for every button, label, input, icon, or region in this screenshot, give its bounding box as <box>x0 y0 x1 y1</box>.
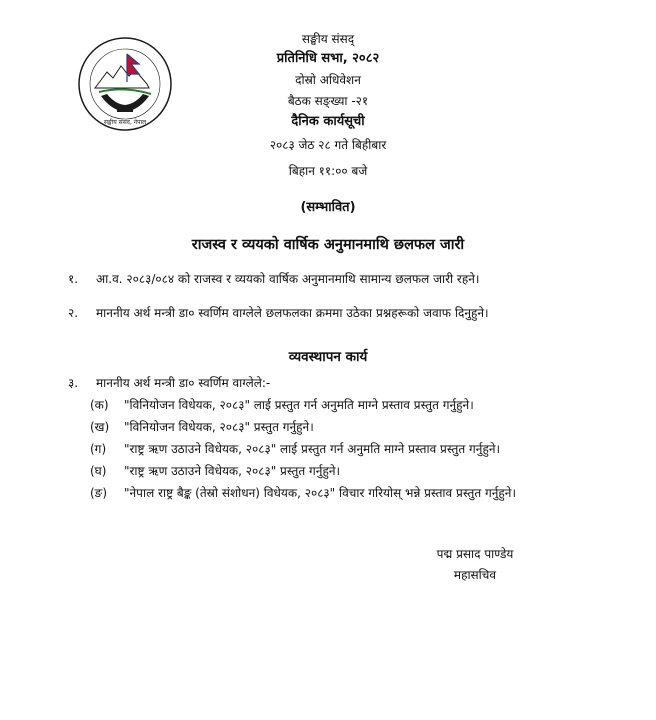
emblem-caption: सङ्घीय संसद, नेपाल <box>103 119 147 126</box>
subitem-text: "राष्ट्र ऋण उठाउने विधेयक, २०८३" लाई प्रस्तुत गर्न अनुमति माग्ने प्रस्ताव प्रस्तुत गर्नुहुने। <box>124 442 501 456</box>
item-number: १. <box>68 272 79 286</box>
header-session: दोस्रो अधिवेशन <box>295 73 361 87</box>
subitem-letter: (ङ) <box>90 486 108 500</box>
subitem-text: "विनियोजन विधेयक, २०८३" लाई प्रस्तुत गर्न अनुमति माग्ने प्रस्ताव प्रस्तुत गर्नुहुने। <box>124 398 474 412</box>
header-meeting-number: बैठक सङ्ख्या -२१ <box>287 94 369 108</box>
agenda-item-text: माननीय अर्थ मन्त्री डा० स्वर्णिम वाग्लेले छलफलका क्रममा उठेका प्रश्नहरूको जवाफ दिनुहुने। <box>96 306 489 320</box>
item-number: ३. <box>68 376 79 390</box>
header-house: प्रतिनिधि सभा, २०८२ <box>276 51 380 66</box>
subitem-letter: (ग) <box>90 442 107 456</box>
header-date: २०८३ जेठ २८ गते बिहीबार <box>269 138 387 152</box>
subitem-letter: (घ) <box>90 464 107 478</box>
header-parliament: सङ्घीय संसद् <box>301 32 355 46</box>
header-agenda-title: दैनिक कार्यसूची <box>291 114 365 129</box>
signatory-title: महासचिव <box>453 568 497 582</box>
header-time: बिहान ११:०० बजे <box>288 164 368 178</box>
subitem-text: "विनियोजन विधेयक, २०८३" प्रस्तुत गर्नुहुने। <box>124 420 314 434</box>
signatory-name: पद्म प्रसाद पाण्डेय <box>436 547 514 561</box>
agenda-item-text: माननीय अर्थ मन्त्री डा० स्वर्णिम वाग्लेले:- <box>96 376 271 390</box>
agenda-item-text: आ.व. २०८३/०८४ को राजस्व र व्ययको वार्षिक अनुमानमाथि सामान्य छलफल जारी रहने। <box>96 272 480 286</box>
probable-label: (सम्भावित) <box>300 200 356 215</box>
item-number: २. <box>68 306 79 320</box>
subitem-text: "राष्ट्र ऋण उठाउने विधेयक, २०८३" प्रस्तुत गर्नुहुने। <box>124 464 341 478</box>
section1-title: राजस्व र व्ययको वार्षिक अनुमानमाथि छलफल जारी <box>191 237 465 253</box>
subitem-text: "नेपाल राष्ट्र बैङ्क (तेस्रो संशोधन) विधेयक, २०८३" विचार गरियोस् भन्ने प्रस्ताव प्रस्तुत गर्नुहुने। <box>124 486 517 500</box>
subitem-letter: (ख) <box>90 420 110 434</box>
subitem-letter: (क) <box>90 398 109 412</box>
section2-title: व्यवस्थापन कार्य <box>288 349 368 365</box>
